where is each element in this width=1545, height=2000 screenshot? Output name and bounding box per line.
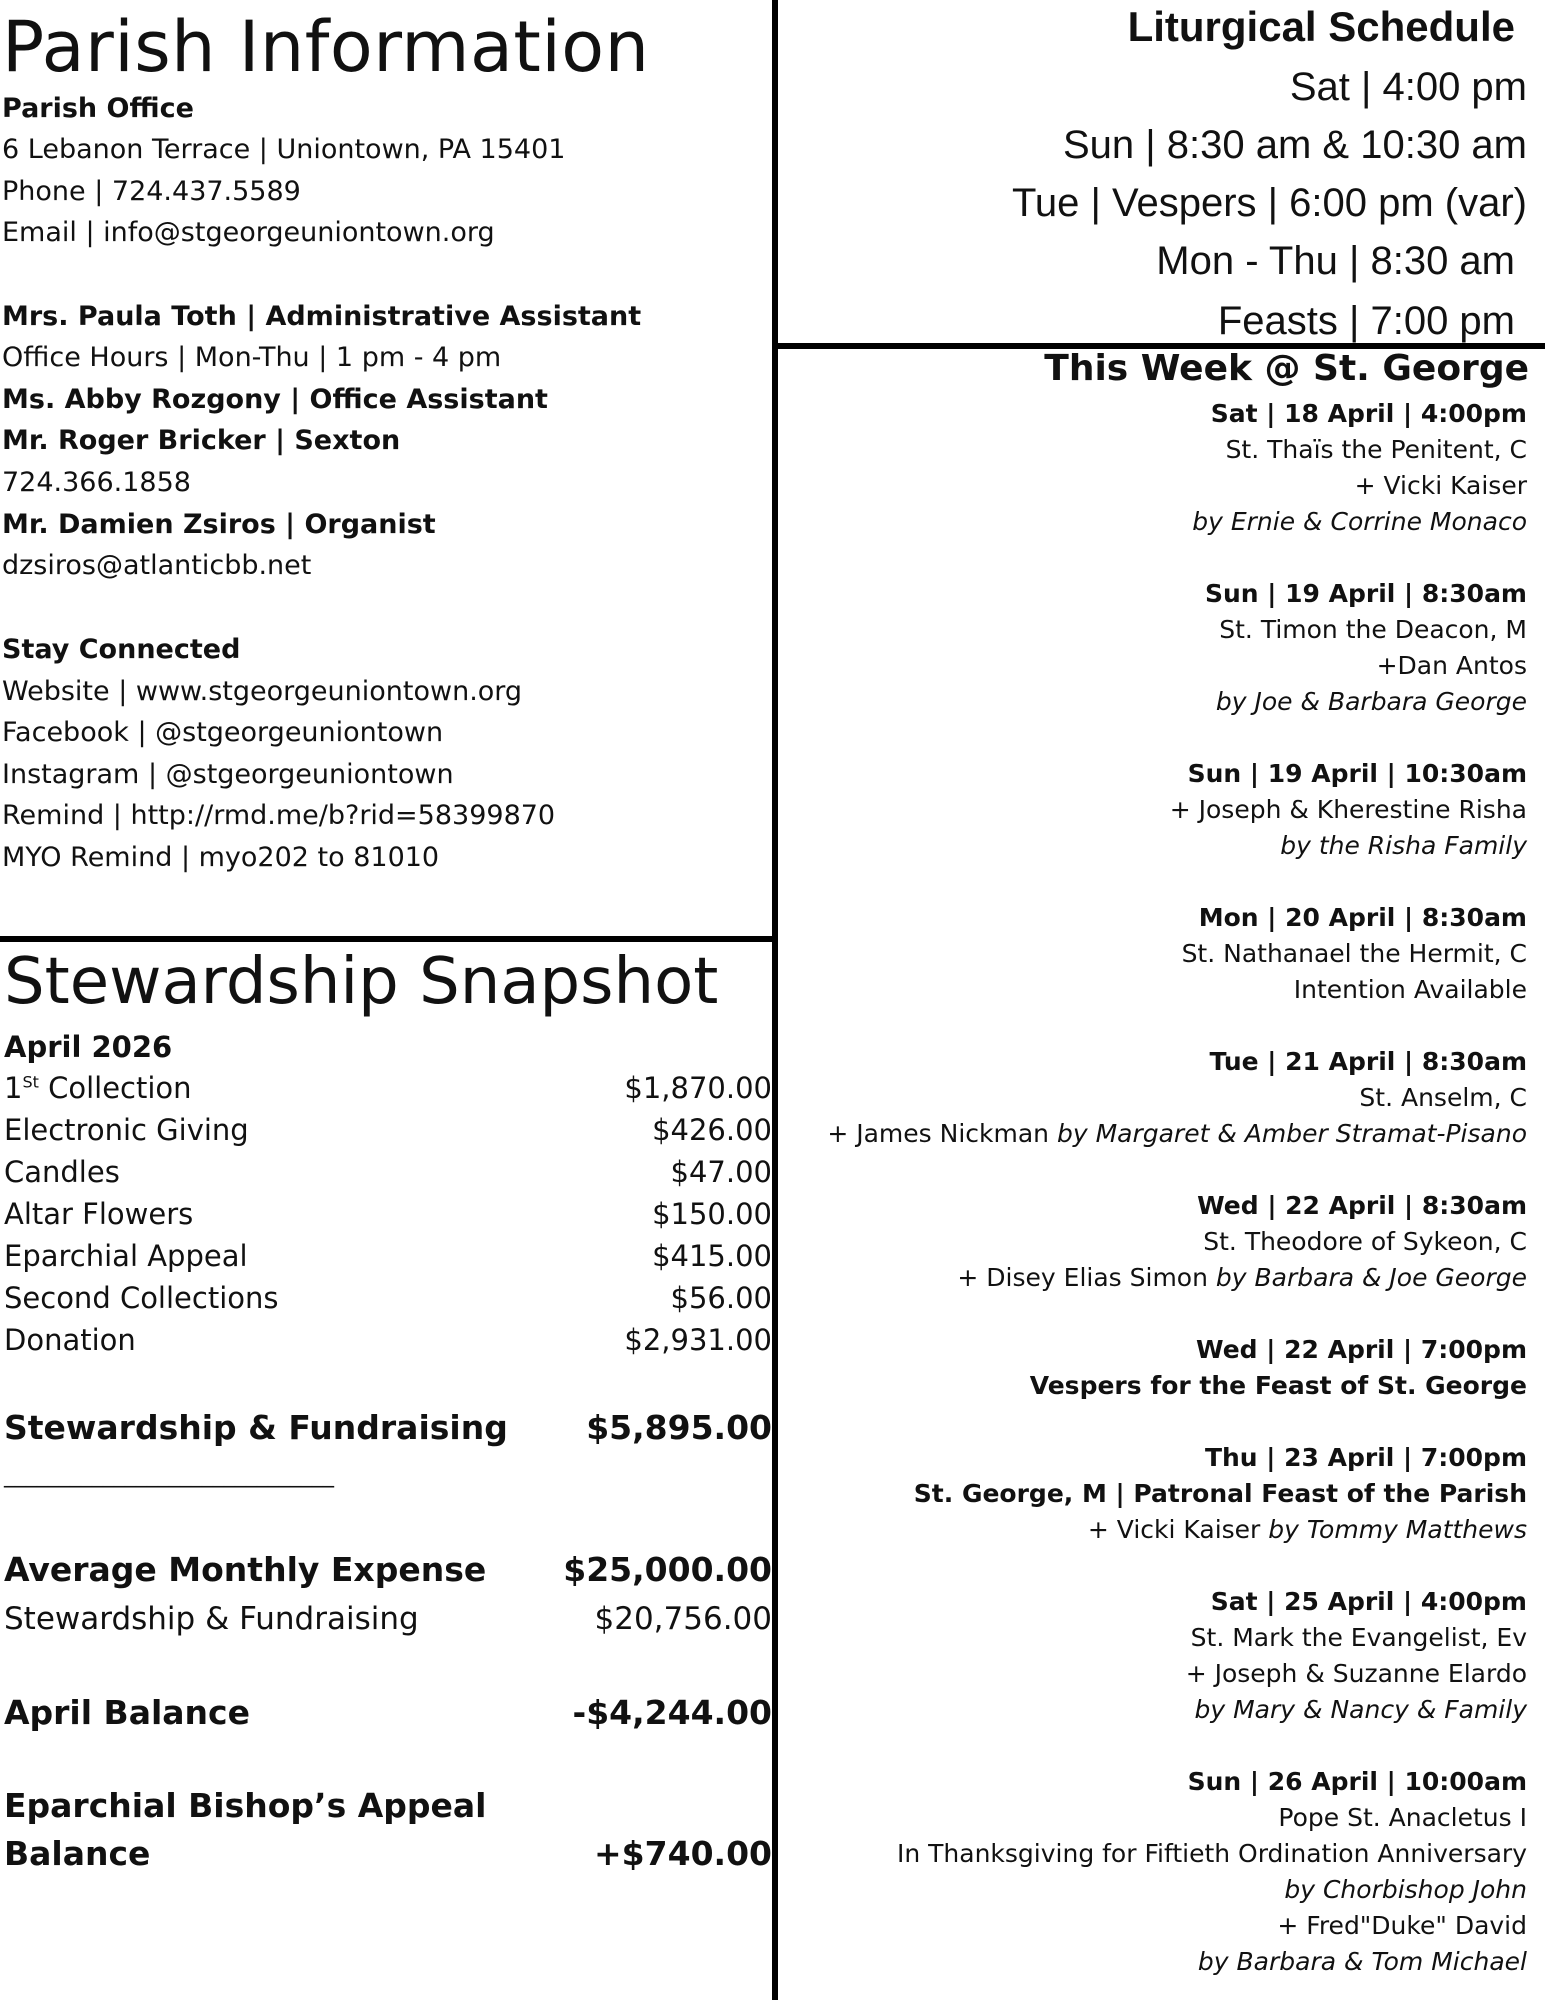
schedule-line: Tue | Vespers | 6:00 pm (var) — [1011, 181, 1527, 225]
event-line — [827, 1116, 1527, 1152]
event-offered-by: by Ernie & Corrine Monaco — [1192, 507, 1527, 536]
stewardship-row-value: $415.00 — [652, 1239, 772, 1273]
event-line: St. George, M | Patronal Feast of the Parish — [913, 1479, 1527, 1508]
event-line — [1280, 828, 1527, 864]
event-line — [1277, 1908, 1527, 1944]
event-line — [1377, 648, 1527, 684]
stewardship-row-label: Candles — [4, 1155, 120, 1189]
event-line — [1186, 1656, 1527, 1692]
schedule-line: Sun | 8:30 am & 10:30 am — [1062, 123, 1527, 167]
event-offered-by: by Chorbishop John — [1284, 1875, 1527, 1904]
event-line — [1198, 1944, 1527, 1980]
event-header: Sun | 19 April | 8:30am — [1205, 579, 1527, 608]
sexton-phone: 724.366.1858 — [2, 467, 191, 498]
event-line — [897, 1836, 1527, 1872]
schedule-line: Mon - Thu | 8:30 am — [1156, 239, 1515, 283]
event-header: Thu | 23 April | 7:00pm — [1204, 1443, 1527, 1472]
event-line — [1203, 1224, 1527, 1260]
appeal-label: Eparchial Bishop’s Appeal — [4, 1786, 487, 1825]
stewardship-row — [4, 1193, 772, 1235]
event-line — [1284, 1872, 1527, 1908]
appeal-balance-value: +$740.00 — [594, 1834, 772, 1873]
myo-remind-line: MYO Remind | myo202 to 81010 — [2, 842, 440, 873]
this-week-title: This Week @ St. George — [1044, 348, 1529, 389]
avg-expense-row — [4, 1546, 772, 1594]
event-intention: Intention Available — [1293, 975, 1527, 1004]
stewardship-row — [4, 1235, 772, 1277]
avg-expense-value: $25,000.00 — [563, 1550, 772, 1589]
liturgical-schedule-title: Liturgical Schedule — [1127, 3, 1515, 50]
organist: Mr. Damien Zsiros | Organist — [2, 509, 436, 540]
event-intention: In Thanksgiving for Fiftieth Ordination Anniversary — [896, 1839, 1527, 1868]
stewardship-row-value: $47.00 — [670, 1155, 772, 1189]
stewardship-total-label: Stewardship & Fundraising — [4, 1408, 508, 1447]
website-line: Website | www.stgeorgeuniontown.org — [2, 676, 523, 707]
office-assistant: Ms. Abby Rozgony | Office Assistant — [2, 384, 548, 415]
event-intention: + Joseph & Kherestine Risha — [1169, 795, 1527, 824]
event-offered-by: by Mary & Nancy & Family — [1194, 1695, 1527, 1724]
event-line — [1219, 612, 1527, 648]
event-intention: + Disey Elias Simon — [957, 1263, 1216, 1292]
stewardship-total-row — [4, 1404, 772, 1452]
appeal-balance-row — [4, 1830, 772, 1878]
stewardship-row-value: $426.00 — [652, 1113, 772, 1147]
april-balance-row — [4, 1689, 772, 1737]
instagram-line: Instagram | @stgeorgeuniontown — [2, 759, 454, 790]
event-line: Vespers for the Feast of St. George — [1029, 1371, 1527, 1400]
event-intention: + Fred"Duke" David — [1277, 1911, 1527, 1940]
stewardship-total-value: $5,895.00 — [586, 1408, 772, 1447]
sexton: Mr. Roger Bricker | Sexton — [2, 425, 401, 456]
stewardship-row-label: Eparchial Appeal — [4, 1239, 248, 1273]
collection-row — [4, 1067, 772, 1109]
event-header: Sat | 25 April | 4:00pm — [1210, 1587, 1527, 1616]
event-intention: St. Nathanael the Hermit, C — [1181, 939, 1527, 968]
april-balance-value: -$4,244.00 — [572, 1693, 772, 1732]
event-intention: St. Thaïs the Penitent, C — [1225, 435, 1527, 464]
event-line — [1216, 684, 1527, 720]
stewardship-title: Stewardship Snapshot — [4, 945, 719, 1019]
stewardship-row — [4, 1319, 772, 1361]
admin-assistant: Mrs. Paula Toth | Administrative Assistant — [2, 301, 642, 332]
collection-value: $1,870.00 — [624, 1071, 772, 1105]
stewardship-row-label: Second Collections — [4, 1281, 279, 1315]
event-line — [1195, 1692, 1528, 1728]
avg-stewardship-value: $20,756.00 — [594, 1601, 772, 1637]
event-header: Mon | 20 April | 8:30am — [1198, 903, 1527, 932]
stewardship-row-value: $150.00 — [652, 1197, 772, 1231]
stewardship-row-label: Electronic Giving — [4, 1113, 249, 1147]
parish-address: 6 Lebanon Terrace | Uniontown, PA 15401 — [2, 134, 566, 165]
office-hours: Office Hours | Mon-Thu | 1 pm - 4 pm — [2, 342, 502, 373]
stewardship-row-label: Altar Flowers — [4, 1197, 194, 1231]
collection-ordinal: 1 — [4, 1071, 23, 1105]
event-line — [1226, 432, 1527, 468]
vertical-divider — [772, 0, 778, 2000]
appeal-balance-label: Balance — [4, 1834, 151, 1873]
collection-label — [4, 1067, 192, 1109]
event-intention: + Joseph & Suzanne Elardo — [1185, 1659, 1527, 1688]
event-offered-by: by Margaret & Amber Stramat-Pisano — [1056, 1119, 1527, 1148]
event-header: Sun | 19 April | 10:30am — [1187, 759, 1527, 788]
event-intention: St. Anselm, C — [1359, 1083, 1527, 1112]
event-intention: + James Nickman — [827, 1119, 1057, 1148]
avg-expense-label: Average Monthly Expense — [4, 1550, 487, 1589]
facebook-line: Facebook | @stgeorgeuniontown — [2, 717, 444, 748]
event-intention: St. Timon the Deacon, M — [1219, 615, 1527, 644]
collection-superscript: St — [22, 1072, 39, 1092]
event-line — [1170, 792, 1527, 828]
parish-email: Email | info@stgeorgeuniontown.org — [2, 217, 495, 248]
underline-divider: ______________________________ — [4, 1463, 334, 1488]
collection-label-text: Collection — [38, 1071, 192, 1105]
event-line — [957, 1260, 1527, 1296]
event-intention: St. Mark the Evangelist, Ev — [1190, 1623, 1527, 1652]
appeal-label-row — [4, 1782, 772, 1830]
stewardship-row — [4, 1109, 772, 1151]
event-line — [1182, 936, 1527, 972]
event-intention: Pope St. Anacletus I — [1278, 1803, 1527, 1832]
event-header: Sun | 26 April | 10:00am — [1187, 1767, 1527, 1796]
april-balance-label: April Balance — [4, 1693, 250, 1732]
parish-office-heading: Parish Office — [2, 93, 194, 124]
stewardship-row-label: Donation — [4, 1323, 136, 1357]
event-intention: +Dan Antos — [1376, 651, 1527, 680]
event-header: Wed | 22 April | 7:00pm — [1196, 1335, 1527, 1364]
event-header: Sat | 18 April | 4:00pm — [1210, 399, 1527, 428]
event-header: Tue | 21 April | 8:30am — [1209, 1047, 1527, 1076]
event-intention: + Vicki Kaiser — [1087, 1515, 1269, 1544]
stewardship-row-value: $2,931.00 — [624, 1323, 772, 1357]
remind-line: Remind | http://rmd.me/b?rid=58399870 — [2, 800, 556, 831]
event-line — [1355, 468, 1527, 504]
stewardship-row — [4, 1277, 772, 1319]
schedule-line: Sat | 4:00 pm — [1289, 65, 1527, 109]
event-offered-by: by the Risha Family — [1280, 831, 1527, 860]
event-line — [1192, 504, 1527, 540]
stay-connected-heading: Stay Connected — [2, 634, 241, 665]
event-line — [1191, 1620, 1527, 1656]
event-line — [1278, 1800, 1527, 1836]
parish-info-title: Parish Information — [2, 6, 650, 88]
stewardship-row-value: $56.00 — [670, 1281, 772, 1315]
event-intention: + Vicki Kaiser — [1354, 471, 1527, 500]
avg-stewardship-label: Stewardship & Fundraising — [4, 1601, 419, 1637]
stewardship-row — [4, 1151, 772, 1193]
event-line — [1088, 1512, 1527, 1548]
avg-stewardship-row — [4, 1596, 772, 1642]
event-line — [1359, 1080, 1527, 1116]
event-offered-by: by Joe & Barbara George — [1215, 687, 1527, 716]
schedule-line: Feasts | 7:00 pm — [1217, 299, 1515, 343]
event-header: Wed | 22 April | 8:30am — [1197, 1191, 1527, 1220]
event-offered-by: by Tommy Matthews — [1268, 1515, 1527, 1544]
stewardship-month: April 2026 — [4, 1030, 173, 1064]
event-line — [1294, 972, 1527, 1008]
organist-email: dzsiros@atlanticbb.net — [2, 550, 312, 581]
event-offered-by: by Barbara & Tom Michael — [1197, 1947, 1527, 1976]
event-intention: St. Theodore of Sykeon, C — [1203, 1227, 1527, 1256]
event-offered-by: by Barbara & Joe George — [1215, 1263, 1527, 1292]
parish-phone: Phone | 724.437.5589 — [2, 176, 301, 207]
